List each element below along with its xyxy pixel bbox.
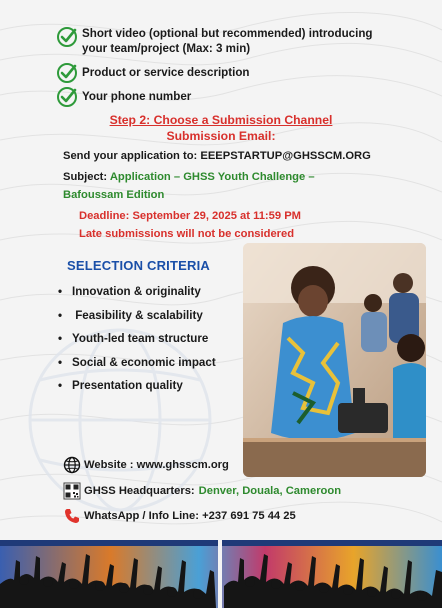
criteria-item: • Social & economic impact: [56, 354, 216, 378]
deadline-text: Deadline: September 29, 2025 at 11:59 PM: [79, 210, 301, 222]
website-row: [63, 456, 229, 474]
send-application-text: Send your application to: EEEPSTARTUP@GHSSCM.ORG: [63, 150, 371, 162]
workshop-photo-image: [243, 243, 426, 477]
criteria-item: • Youth-led team structure: [56, 330, 216, 354]
crowd-banner: [0, 540, 442, 608]
criteria-item: • Innovation & originality: [56, 283, 216, 307]
late-submission-note: Late submissions will not be considered: [79, 228, 295, 240]
whatsapp-row: [63, 507, 296, 525]
check-circle-icon: [56, 26, 78, 48]
check-circle-icon: [56, 86, 78, 108]
submission-email-heading: Submission Email:: [166, 129, 276, 143]
subject-value: Application – GHSS Youth Challenge – Bafoussam Edition: [63, 171, 315, 201]
hq-label: GHSS Headquarters:: [84, 485, 195, 497]
checklist-text: Short video (optional but recommended) introducing your team/project (Max: 3 min): [82, 27, 373, 55]
check-circle-icon: [56, 62, 78, 84]
workshop-photo: [243, 243, 426, 477]
criteria-list: [56, 283, 216, 401]
headquarters-row: [63, 482, 341, 500]
subject-line: [63, 168, 363, 204]
checklist-text: Product or service description: [82, 66, 250, 79]
checklist-item-video: [56, 26, 386, 56]
phone-icon: [63, 507, 81, 525]
checklist-text: Your phone number: [82, 90, 192, 103]
criteria-item: • Presentation quality: [56, 377, 216, 401]
step-2-title: Step 2: Choose a Submission Channel: [109, 113, 333, 127]
whatsapp-line[interactable]: WhatsApp / Info Line: +237 691 75 44 25: [84, 510, 296, 522]
criteria-title: SELECTION CRITERIA: [67, 258, 210, 273]
subject-label: Subject:: [63, 171, 108, 183]
hq-value: Denver, Douala, Cameroon: [198, 485, 342, 497]
checklist-item-description: [56, 62, 250, 84]
globe-icon: [63, 456, 81, 474]
website-link[interactable]: Website : www.ghsscm.org: [84, 459, 229, 471]
checklist-item-phone: [56, 86, 191, 108]
deadline-block: [79, 207, 301, 243]
criteria-item: • Feasibility & scalability: [56, 307, 216, 331]
qr-code-icon: [63, 482, 81, 500]
